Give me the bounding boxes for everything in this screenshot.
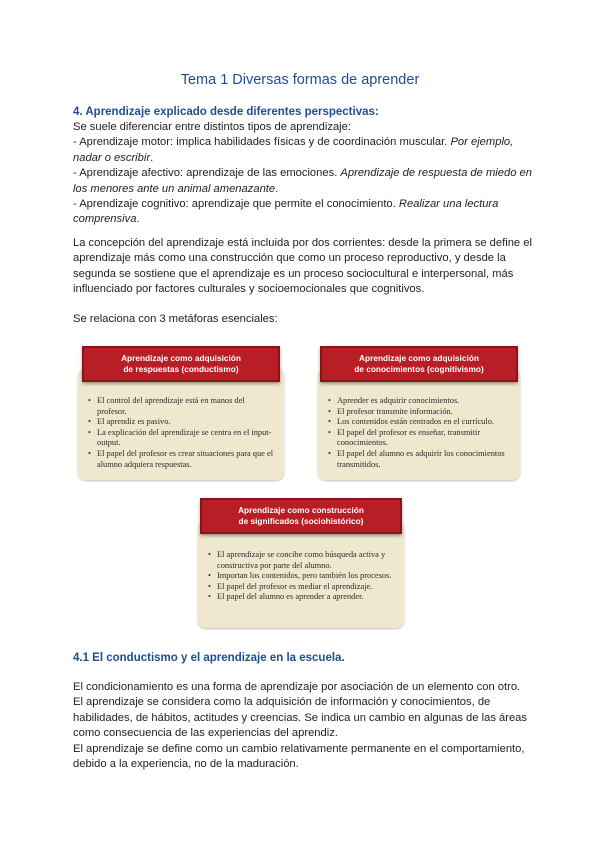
- list-item: • El control del aprendizaje está en manos del profesor.: [88, 396, 274, 417]
- motor-item: [73, 135, 533, 166]
- card-cognitivismo-content: [318, 368, 520, 480]
- section-4-body: [73, 120, 533, 228]
- card-cognitivismo-list: [328, 396, 512, 470]
- list-item: • El papel del profesor es mediar el aprendizaje.: [208, 582, 394, 593]
- afectivo-example: Aprendizaje de respuesta de miedo en los menores ante un animal amenazante: [73, 167, 532, 195]
- list-item: • Los contenidos están centrados en el currículo.: [328, 417, 512, 428]
- concepcion-paragraph: [73, 236, 533, 298]
- page-title: Tema 1 Diversas formas de aprender: [180, 72, 420, 88]
- list-item: • El papel del alumno es aprender a aprender.: [208, 592, 394, 603]
- list-item: • El papel del alumno es adquirir los conocimientos transmitidos.: [328, 449, 512, 470]
- motor-text: - Aprendizaje motor: implica habilidades físicas y de coordinación muscular.: [73, 136, 448, 149]
- intro-text: Se suele diferenciar entre distintos tipos de aprendizaje:: [73, 121, 351, 133]
- card-sociohistorico-content: [198, 520, 404, 628]
- card-sociohistorico-list: [208, 550, 394, 603]
- card-conductismo-list: [88, 396, 274, 470]
- condicionamiento-text: El condicionamiento es una forma de aprendizaje por asociación de un elemento con otro.: [73, 681, 521, 693]
- card-conductismo-title-1: Aprendizaje como adquisición: [121, 353, 241, 363]
- cognitivo-example: Realizar una lectura comprensiva: [73, 198, 499, 226]
- cognitivo-text: - Aprendizaje cognitivo: aprendizaje que permite el conocimiento.: [73, 198, 396, 211]
- list-item: • Aprender es adquirir conocimientos.: [328, 396, 512, 407]
- adquisicion-text: El aprendizaje se considera como la adquisición de información y conocimientos, de habilidades, de hábitos, actitudes y creencias. Se indica un cambio en algunas de las áreas como consecuencia de las experiencias del aprendiz.: [73, 696, 528, 740]
- card-sociohistorico-title-1: Aprendizaje como construcción: [238, 505, 364, 515]
- card-cognitivismo-title-1: Aprendizaje como adquisición: [359, 353, 479, 363]
- afectivo-end: .: [275, 182, 279, 195]
- afectivo-text: - Aprendizaje afectivo: aprendizaje de las emociones.: [73, 167, 338, 180]
- metaforas-paragraph: [73, 312, 533, 327]
- list-item: • Importan los contenidos, pero también los procesos.: [208, 571, 394, 582]
- afectivo-item: [73, 166, 533, 197]
- metaforas-text: Se relaciona con 3 metáforas esenciales:: [73, 313, 278, 325]
- section-4-1-heading: 4.1 El conductismo y el aprendizaje en la escuela.: [73, 652, 345, 664]
- card-conductismo-title-2: de respuestas (conductismo): [123, 364, 239, 374]
- concepcion-text: La concepción del aprendizaje está incluida por dos corrientes: desde la primera se define el aprendizaje más como una construcción que como un proceso reproductivo, y desde la segunda se sostiene que el aprendizaje es un proceso sociocultural e interpersonal, más influenciado por factores culturales y socioemocionales que cognitivos.: [73, 237, 532, 296]
- definicion-text: El aprendizaje se define como un cambio relativamente permanente en el comportamiento, debido a la experiencia, no de la maduración.: [73, 742, 525, 771]
- motor-example: Por ejemplo, nadar o escribir: [73, 136, 514, 164]
- list-item: • El aprendiz es pasivo.: [88, 417, 274, 428]
- list-item: • El aprendizaje se concibe como búsqueda activa y constructiva por parte del alumno.: [208, 550, 394, 571]
- list-item: • El profesor transmite información.: [328, 407, 512, 418]
- list-item: • La explicación del aprendizaje se centra en el input-output.: [88, 428, 274, 449]
- card-sociohistorico-title-2: de significados (sociohistórico): [238, 516, 364, 526]
- cognitivo-item: [73, 197, 533, 228]
- section-4-1-body: [73, 680, 533, 772]
- card-cognitivismo-title-2: de conocimientos (cognitivismo): [354, 364, 484, 374]
- section-4-heading: 4. Aprendizaje explicado desde diferentes perspectivas:: [73, 106, 379, 118]
- cognitivo-end: .: [136, 213, 140, 226]
- list-item: • El papel del profesor es crear situaciones para que el alumno adquiera respuestas.: [88, 449, 274, 470]
- card-conductismo-content: [78, 368, 284, 480]
- motor-end: .: [150, 151, 154, 164]
- list-item: • El papel del profesor es enseñar, transmitir conocimientos.: [328, 428, 512, 449]
